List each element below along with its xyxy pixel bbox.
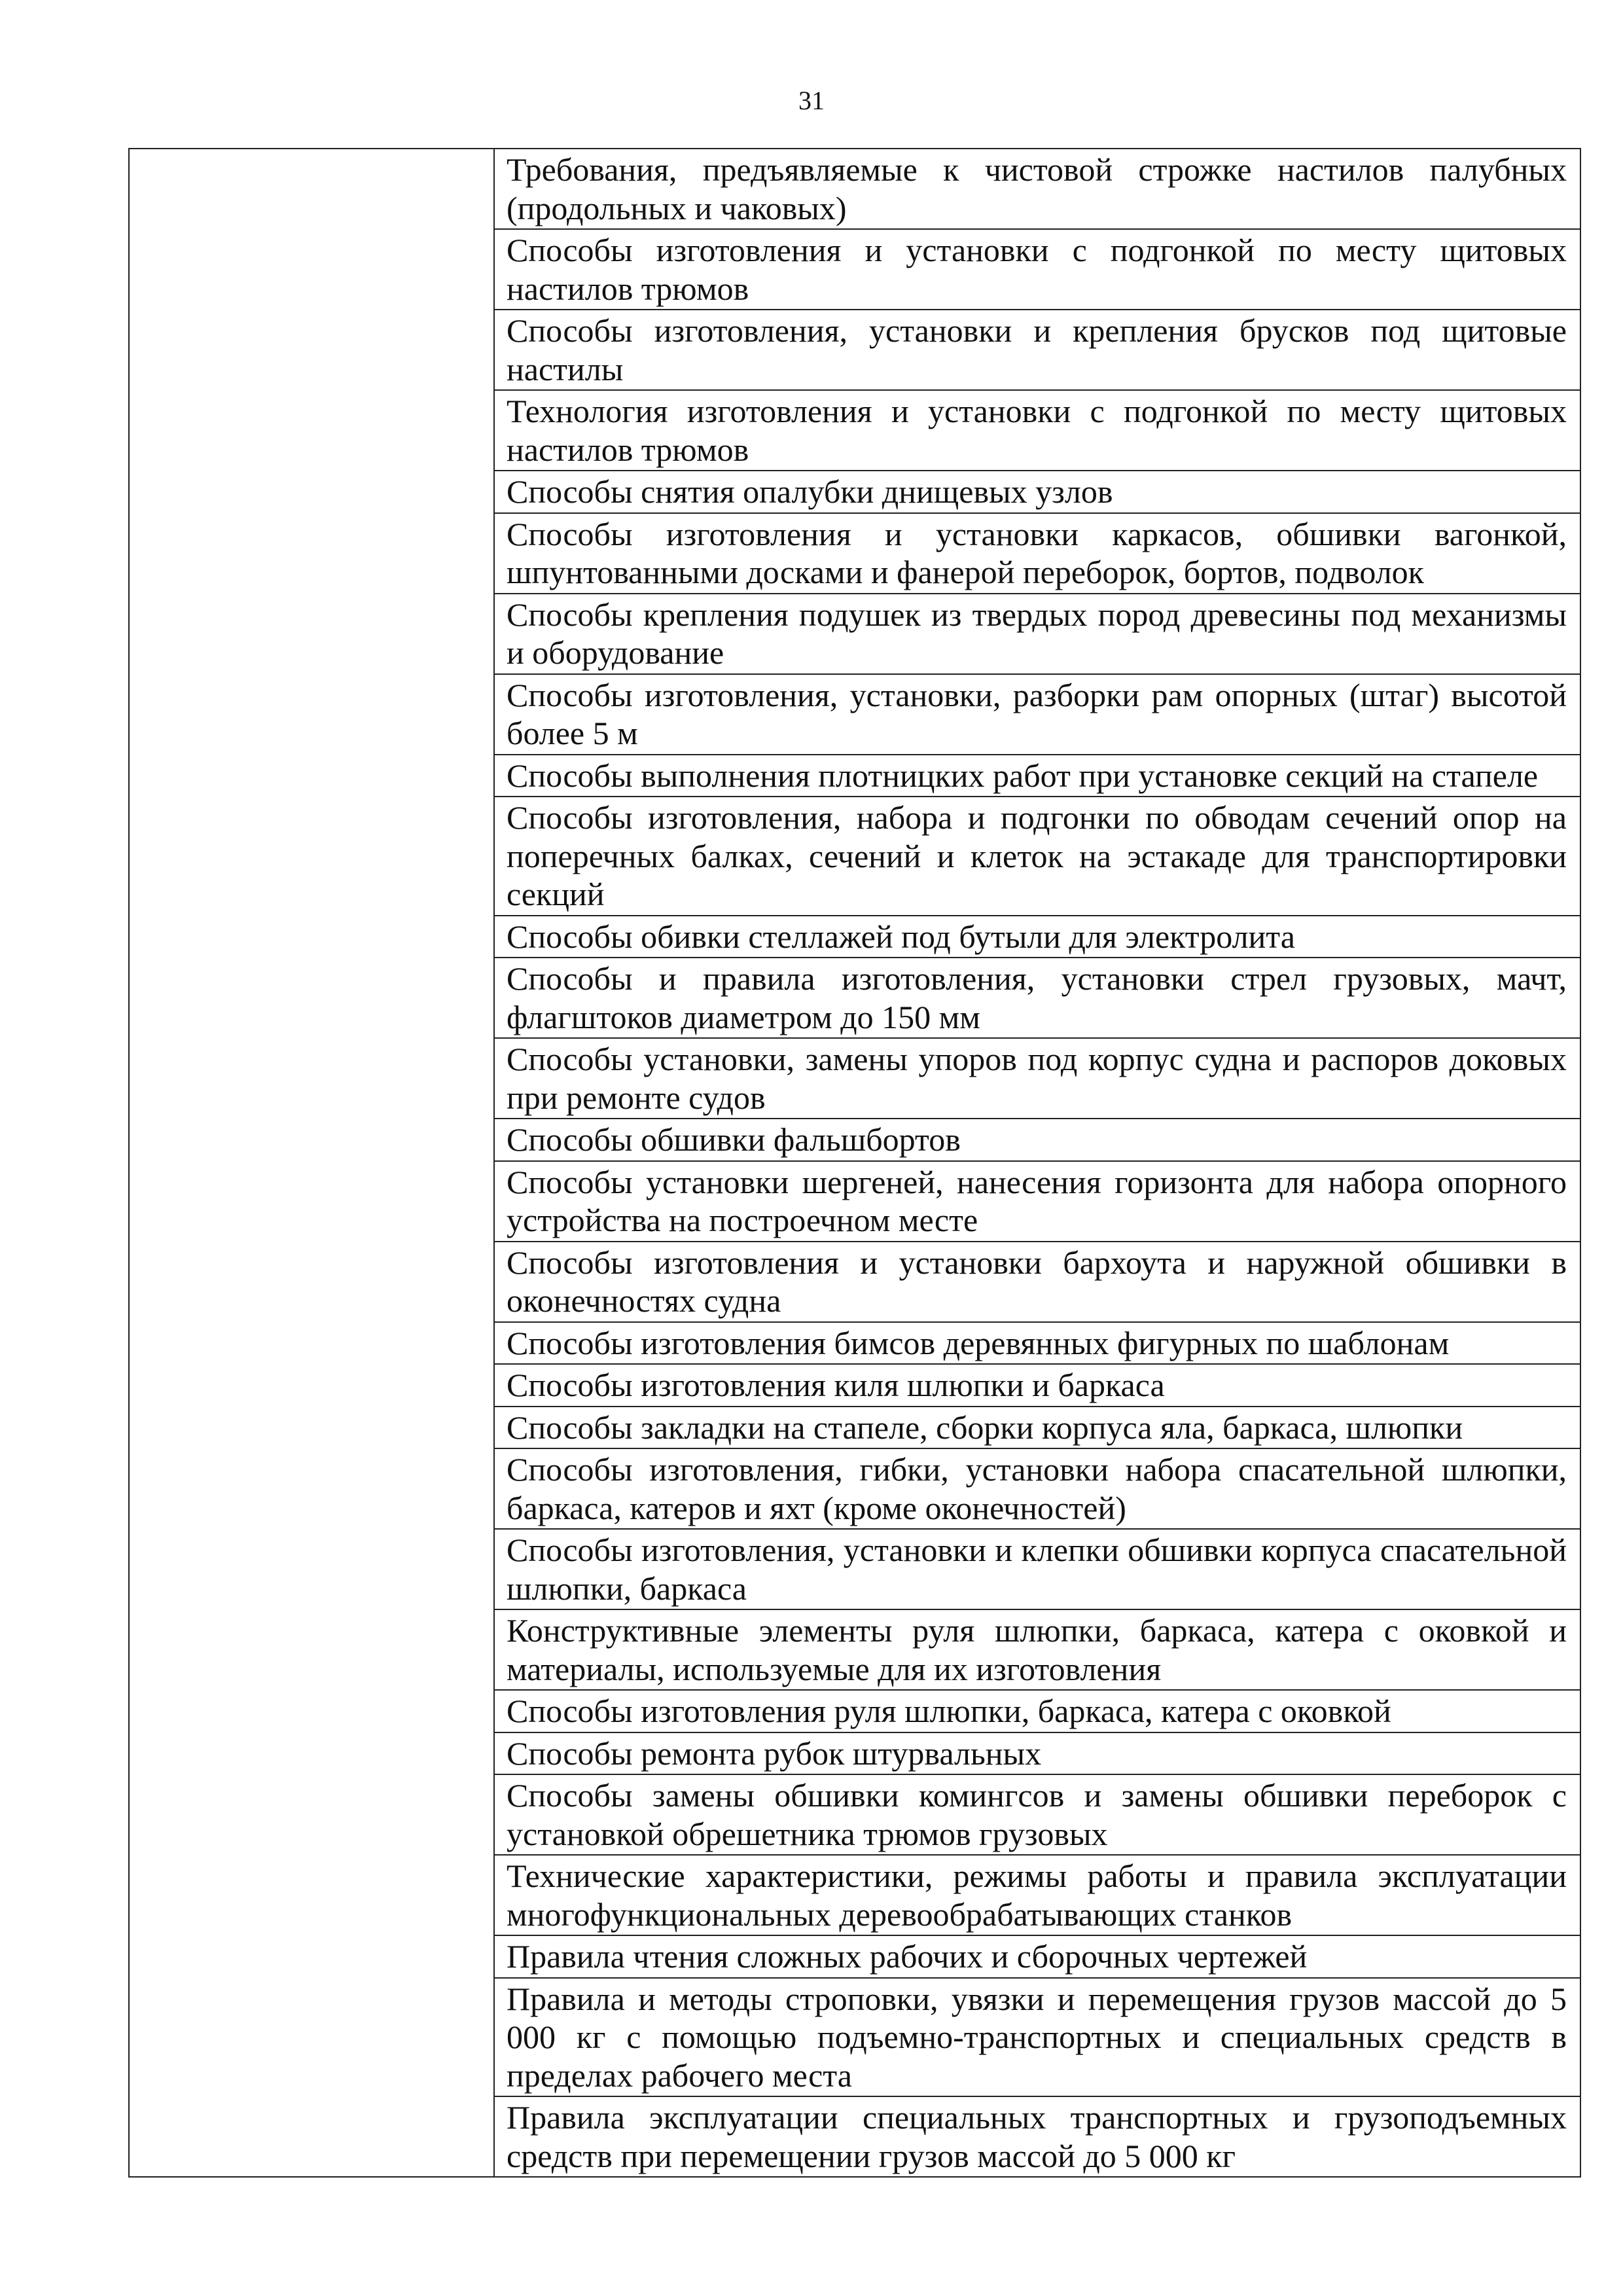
- requirement-item: Способы изготовления киля шлюпки и баркаса: [494, 1364, 1580, 1407]
- requirement-item: Способы изготовления, установки, разборки рам опорных (штаг) высотой более 5 м: [494, 674, 1580, 755]
- requirement-item: Способы замены обшивки комингсов и замены обшивки переборок с установкой обрешетника трюмов грузовых: [494, 1774, 1580, 1855]
- requirement-item: Способы крепления подушек из твердых пород древесины под механизмы и оборудование: [494, 594, 1580, 674]
- table-body: [129, 149, 1580, 2177]
- requirement-item: Способы выполнения плотницких работ при установке секций на стапеле: [494, 755, 1580, 797]
- requirement-item: Способы закладки на стапеле, сборки корпуса яла, баркаса, шлюпки: [494, 1407, 1580, 1449]
- requirement-item: Технология изготовления и установки с подгонкой по месту щитовых настилов трюмов: [494, 390, 1580, 471]
- requirement-item: Способы снятия опалубки днищевых узлов: [494, 471, 1580, 513]
- knowledge-requirements-table: [128, 148, 1581, 2178]
- requirement-item: Способы изготовления, гибки, установки набора спасательной шлюпки, баркаса, катеров и яхт (кроме оконечностей): [494, 1448, 1580, 1529]
- requirement-item: Способы обивки стеллажей под бутыли для электролита: [494, 916, 1580, 958]
- requirement-item: Способы изготовления, установки и клепки обшивки корпуса спасательной шлюпки, баркаса: [494, 1529, 1580, 1609]
- requirement-item: Правила и методы строповки, увязки и перемещения грузов массой до 5 000 кг с помощью подъемно-транспортных и специальных средств в пределах рабочего места: [494, 1978, 1580, 2097]
- requirement-item: Правила эксплуатации специальных транспортных и грузоподъемных средств при перемещении грузов массой до 5 000 кг: [494, 2096, 1580, 2177]
- requirement-item: Способы ремонта рубок штурвальных: [494, 1732, 1580, 1775]
- page-number: 31: [798, 86, 825, 115]
- requirement-item: Способы изготовления бимсов деревянных фигурных по шаблонам: [494, 1322, 1580, 1365]
- table-row: [129, 149, 1580, 229]
- requirement-item: Правила чтения сложных рабочих и сборочных чертежей: [494, 1935, 1580, 1978]
- requirement-item: Способы изготовления и установки каркасов, обшивки вагонкой, шпунтованными досками и фанерой переборок, бортов, подволок: [494, 513, 1580, 594]
- requirement-item: Способы установки, замены упоров под корпус судна и распоров доковых при ремонте судов: [494, 1038, 1580, 1119]
- labor-function-cell: [129, 149, 494, 2177]
- requirement-item: Требования, предъявляемые к чистовой строжке настилов палубных (продольных и чаковых): [494, 149, 1580, 229]
- requirement-item: Способы изготовления и установки бархоута и наружной обшивки в оконечностях судна: [494, 1242, 1580, 1322]
- requirement-item: Способы изготовления, установки и крепления брусков под щитовые настилы: [494, 310, 1580, 390]
- requirement-item: Способы изготовления, набора и подгонки по обводам сечений опор на поперечных балках, сечений и клеток на эстакаде для транспортировки секций: [494, 797, 1580, 916]
- requirement-item: Конструктивные элементы руля шлюпки, баркаса, катера с оковкой и материалы, используемые для их изготовления: [494, 1609, 1580, 1690]
- requirement-item: Технические характеристики, режимы работы и правила эксплуатации многофункциональных деревообрабатывающих станков: [494, 1855, 1580, 1935]
- requirement-item: Способы изготовления и установки с подгонкой по месту щитовых настилов трюмов: [494, 229, 1580, 310]
- requirement-item: Способы изготовления руля шлюпки, баркаса, катера с оковкой: [494, 1690, 1580, 1732]
- requirement-item: Способы обшивки фальшбортов: [494, 1119, 1580, 1161]
- requirement-item: Способы и правила изготовления, установки стрел грузовых, мачт, флагштоков диаметром до 150 мм: [494, 958, 1580, 1038]
- requirement-item: Способы установки шергеней, нанесения горизонта для набора опорного устройства на построечном месте: [494, 1161, 1580, 1242]
